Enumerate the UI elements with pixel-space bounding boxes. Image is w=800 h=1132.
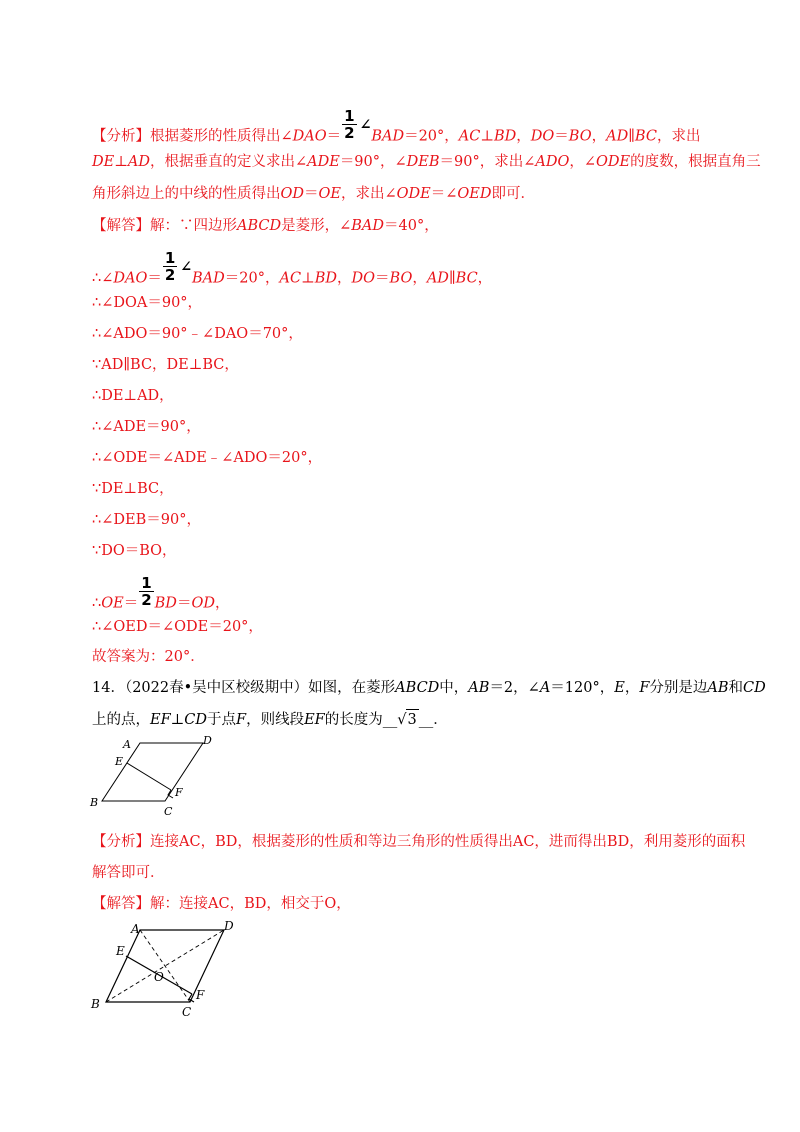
angle-symbol: ∠	[180, 258, 193, 275]
analysis1-line2	[92, 152, 761, 172]
text: OD	[280, 186, 305, 202]
text: ⊥	[301, 270, 315, 287]
text: ，	[624, 680, 640, 696]
text: ＝	[176, 595, 192, 612]
angle-symbol: ∠	[359, 116, 372, 133]
text: ，求出∠	[341, 186, 397, 202]
text: ∥	[628, 128, 635, 145]
text: ⊥	[170, 712, 185, 728]
text: DAO	[292, 128, 327, 145]
text: 上的点，	[92, 712, 150, 728]
text: ODE	[396, 186, 431, 202]
label-f: F	[175, 786, 183, 799]
analysis1-line3	[92, 184, 535, 204]
text: ∴∠	[92, 270, 114, 287]
text: BAD	[351, 218, 385, 234]
text: EF	[304, 712, 325, 728]
text: DEB	[406, 154, 440, 170]
text: ADO	[535, 154, 570, 170]
text: ABCD	[395, 680, 440, 696]
text: BC	[455, 270, 478, 287]
text: 即可．	[491, 186, 536, 202]
analysis-tag: 【分析】	[92, 834, 150, 850]
label-e: E	[115, 755, 124, 768]
rhombus-figure-1	[85, 732, 225, 822]
analysis2-line2: 解答即可．	[92, 865, 165, 881]
text: BD	[314, 270, 337, 287]
label-b: B	[91, 997, 100, 1011]
text: ABCD	[237, 218, 282, 234]
text: BD	[154, 595, 177, 612]
right-angle-mark	[168, 790, 173, 798]
text: ＝∠	[430, 186, 458, 202]
text: 根据菱形的性质得出∠	[150, 128, 293, 145]
text: ⊥	[480, 128, 494, 145]
label-a: A	[123, 738, 131, 751]
text: DO	[530, 128, 555, 145]
text: ∴	[92, 595, 102, 612]
text: EF	[150, 712, 171, 728]
segment-ef	[127, 763, 171, 790]
text: ＝90°，∠	[339, 154, 407, 170]
fraction	[341, 108, 371, 141]
label-b: B	[90, 796, 99, 809]
text: 的度数，根据直角三	[630, 154, 761, 170]
solution1-line9: ∵DE⊥BC，	[92, 481, 174, 497]
text: BD	[494, 128, 517, 145]
text: OD	[191, 595, 215, 612]
text: 如图，在菱形	[308, 680, 396, 696]
solution1-line12	[92, 574, 230, 620]
text: DE	[92, 154, 115, 170]
text: ＝120°，	[550, 680, 615, 696]
rhombus-figure-2	[85, 915, 245, 1020]
text: DAO	[113, 270, 148, 287]
sqrt-symbol: √	[397, 712, 407, 728]
blank-underline: __．	[418, 712, 448, 728]
text: ，	[412, 270, 427, 287]
solution1-line11: ∵DO＝BO，	[92, 543, 177, 559]
text: 是菱形，∠	[281, 218, 352, 234]
text: ，	[337, 270, 352, 287]
text: ＝	[147, 270, 162, 287]
analysis1-line1	[92, 107, 701, 153]
text: 的长度为	[324, 712, 383, 728]
label-c: C	[182, 1005, 192, 1019]
text: ＝	[554, 128, 569, 145]
solution-tag: 【解答】	[92, 218, 150, 234]
solution1-line4: ∴∠ADO＝90°﹣∠DAO＝70°，	[92, 326, 303, 342]
text: OE	[318, 186, 341, 202]
fraction	[162, 250, 192, 283]
text: E	[614, 680, 625, 696]
text: BAD	[192, 270, 225, 287]
label-d: D	[203, 734, 212, 747]
text: ，则线段	[246, 712, 305, 728]
text: ，根据垂直的定义求出∠	[149, 154, 308, 170]
text: BO	[568, 128, 592, 145]
label-e: E	[116, 944, 125, 958]
rhombus-outline	[102, 743, 203, 801]
text: 角形斜边上的中线的性质得出	[92, 186, 281, 202]
label-a: A	[131, 922, 140, 936]
solution1-line10: ∴∠DEB＝90°，	[92, 512, 201, 528]
solution2-line1	[92, 894, 351, 914]
solution1-line2	[92, 249, 493, 295]
text: AD	[606, 128, 629, 145]
fraction-numerator: 1	[164, 249, 176, 267]
text: AC	[279, 270, 302, 287]
text: BC	[634, 128, 657, 145]
text: CD	[184, 712, 208, 728]
solution1-line8: ∴∠ODE＝∠ADE﹣∠ADO＝20°，	[92, 450, 323, 466]
text: ODE	[596, 154, 631, 170]
text: ，	[591, 128, 607, 145]
text: 中，	[439, 680, 469, 696]
text: F	[236, 712, 247, 728]
text: ＝	[123, 595, 139, 612]
text: BO	[389, 270, 413, 287]
text: AD	[426, 270, 449, 287]
text: 于点	[207, 712, 237, 728]
fraction	[138, 575, 154, 608]
text: ADE	[307, 154, 340, 170]
problem-source: （2022春•吴中区校级期中）	[124, 680, 309, 696]
answer-blank	[383, 712, 448, 728]
solution1-line3: ∴∠DOA＝90°，	[92, 295, 203, 311]
text: ＝2，∠	[489, 680, 540, 696]
text: AC	[458, 128, 481, 145]
solution1-line7: ∴∠ADE＝90°，	[92, 419, 201, 435]
text: F	[639, 680, 650, 696]
text: ＝	[326, 128, 342, 145]
text: CD	[743, 680, 766, 696]
text: ∥	[448, 270, 456, 287]
text: 分别是边	[649, 680, 708, 696]
text: 解：连接AC，BD，相交于O，	[150, 896, 351, 912]
fraction-denominator: 2	[344, 124, 355, 142]
text: AB	[707, 680, 729, 696]
problem14-line1	[92, 678, 766, 698]
text: ⊥	[114, 154, 128, 170]
label-d: D	[224, 919, 234, 933]
fraction-denominator: 2	[141, 591, 152, 609]
text: ＝90°，求出∠	[439, 154, 536, 170]
text: ，	[214, 595, 230, 612]
label-c: C	[164, 805, 173, 818]
analysis2-line1	[92, 832, 745, 852]
text: AD	[127, 154, 150, 170]
fraction-numerator: 1	[141, 574, 152, 592]
text: ＝	[375, 270, 390, 287]
text: A	[539, 680, 551, 696]
text: ＝40°，	[384, 218, 439, 234]
text: OE	[101, 595, 124, 612]
fraction-denominator: 2	[164, 266, 176, 284]
text: ，	[516, 128, 531, 145]
text: ，∠	[569, 154, 597, 170]
text: ，	[477, 270, 493, 287]
problem-number: 14．	[92, 680, 125, 696]
solution1-line1	[92, 216, 439, 236]
text: 连接AC，BD，根据菱形的性质和等边三角形的性质得出AC，进而得出BD，利用菱形的面积	[150, 834, 746, 850]
text: DO	[351, 270, 376, 287]
sqrt-radicand: 3	[406, 709, 419, 730]
text: AB	[468, 680, 490, 696]
label-f: F	[196, 988, 205, 1002]
solution1-line6: ∴DE⊥AD，	[92, 388, 174, 404]
text: ＝20°，	[224, 270, 280, 287]
text: 和	[728, 680, 744, 696]
text: BAD	[371, 128, 405, 145]
fraction-numerator: 1	[344, 107, 355, 125]
text: OED	[457, 186, 492, 202]
text: ＝	[304, 186, 319, 202]
text: ＝20°，	[404, 128, 459, 145]
solution1-line5: ∵AD∥BC，DE⊥BC，	[92, 357, 239, 373]
diagonal-ac	[140, 930, 190, 1002]
solution-tag: 【解答】	[92, 896, 150, 912]
text: ，求出	[656, 128, 701, 145]
blank-underline: __	[382, 712, 398, 728]
analysis-tag: 【分析】	[92, 128, 150, 145]
label-o: O	[154, 970, 164, 984]
text: 解：∵四边形	[150, 218, 237, 234]
solution1-line13: ∴∠OED＝∠ODE＝20°，	[92, 619, 263, 635]
problem14-line2	[92, 709, 448, 730]
answer-line: 故答案为：20°．	[92, 649, 205, 665]
